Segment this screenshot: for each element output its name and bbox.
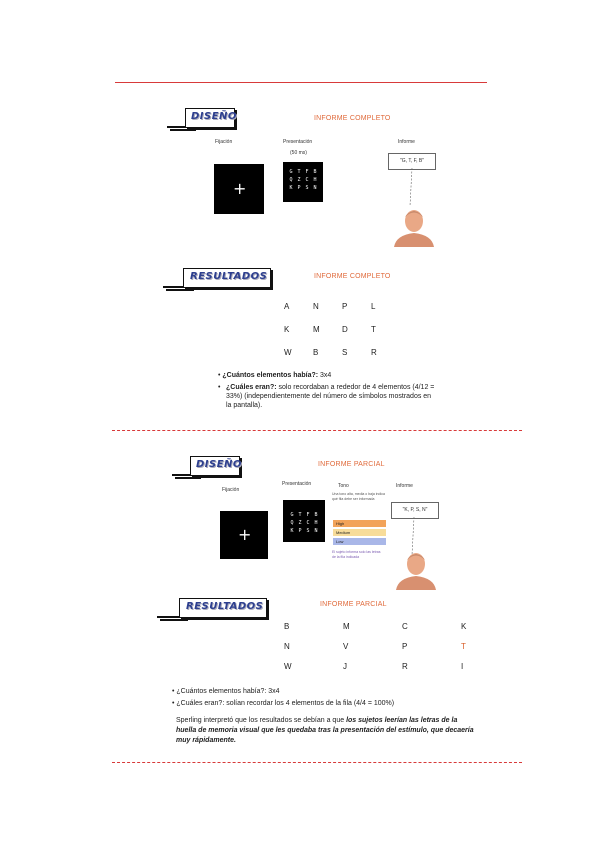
result-letter: K bbox=[461, 622, 467, 631]
result-letter: K bbox=[284, 325, 290, 334]
result-letter: I bbox=[461, 662, 464, 671]
stimulus-screen bbox=[283, 162, 323, 202]
stimulus-letter-grid bbox=[288, 512, 320, 534]
result-letter: A bbox=[284, 302, 290, 311]
tone-note: El sujeto informa solo las letras de la fila indicada bbox=[332, 550, 381, 559]
result-letter: M bbox=[313, 325, 320, 334]
stimulus-letter: S bbox=[305, 185, 309, 191]
person-head-icon bbox=[396, 548, 436, 590]
speech-bubble: "G, T, F, B" bbox=[388, 153, 436, 170]
result-letter: N bbox=[313, 302, 319, 311]
bullet-answer: solían recordar los 4 elementos de la fila (4/4 = 100%) bbox=[224, 700, 395, 707]
stimulus-letter: S bbox=[306, 528, 310, 534]
tone-level-low: Low bbox=[333, 538, 386, 545]
stimulus-letter: P bbox=[298, 528, 302, 534]
speech-bubble: "K, P, S, N" bbox=[391, 502, 439, 519]
presentation-caption: Presentación bbox=[283, 139, 313, 145]
results-bullet-2: • ¿Cuáles eran?: solo recordaban a rededor de 4 elementos (4/12 = 33%) (independientemente del número de símbolos mostrados en la pantalla). bbox=[218, 384, 435, 409]
tone-caption: Tono bbox=[338, 483, 349, 489]
sperling-interpretation bbox=[176, 716, 476, 746]
results-heading: INFORME COMPLETO bbox=[314, 273, 391, 280]
design-badge-text: DISEÑO bbox=[191, 111, 237, 122]
results-bullet-1: • ¿Cuántos elementos había?: 3x4 bbox=[172, 688, 280, 695]
bullet-question: ¿Cuáles eran?: bbox=[226, 384, 277, 391]
paragraph-emphasis: los sujetos leerían las letras de la huella de memoria visual que les quedaba tras la presentación del estímulo, que decaería muy rápidamente. bbox=[176, 717, 474, 744]
stimulus-letter: N bbox=[314, 528, 318, 534]
result-letter: B bbox=[313, 348, 319, 357]
stimulus-letter: Z bbox=[297, 177, 301, 183]
stimulus-letter: C bbox=[305, 177, 309, 183]
stimulus-letter: T bbox=[298, 512, 302, 518]
results-bullet-1: • ¿Cuántos elementos había?: 3x4 bbox=[218, 372, 332, 379]
stimulus-letter: Q bbox=[289, 177, 293, 183]
design-badge-text: DISEÑO bbox=[196, 459, 242, 470]
result-letter: W bbox=[284, 348, 292, 357]
results-badge-text: RESULTADOS bbox=[190, 271, 268, 282]
tone-instruction: Una tono alta, media o baja indica qué fila debe ser informada bbox=[332, 492, 385, 501]
results-bullet-2: • ¿Cuáles eran?: solían recordar los 4 elementos de la fila (4/4 = 100%) bbox=[172, 700, 395, 707]
stimulus-screen bbox=[283, 500, 325, 542]
section-heading: INFORME PARCIAL bbox=[318, 461, 385, 468]
results-letter-table bbox=[284, 302, 394, 362]
result-letter: R bbox=[402, 662, 408, 671]
bullet-answer: solo recordaban a rededor de 4 elementos (4/12 = 33%) (independientemente del número de símbolos mostrados en la pantalla). bbox=[226, 384, 435, 409]
result-letter: M bbox=[343, 622, 350, 631]
result-letter: C bbox=[402, 622, 408, 631]
result-letter: V bbox=[343, 642, 349, 651]
fixation-caption: Fijación bbox=[215, 139, 233, 145]
top-divider bbox=[115, 82, 487, 83]
result-letter: S bbox=[342, 348, 348, 357]
stimulus-letter: B bbox=[313, 169, 317, 175]
results-badge-text: RESULTADOS bbox=[186, 601, 264, 612]
result-letter: D bbox=[342, 325, 348, 334]
result-letter: N bbox=[284, 642, 290, 651]
stimulus-letter: G bbox=[290, 512, 294, 518]
stimulus-letter-grid bbox=[287, 169, 319, 191]
bullet-question: ¿Cuántos elementos había?: bbox=[222, 372, 319, 379]
stimulus-letter: Z bbox=[298, 520, 302, 526]
results-heading: INFORME PARCIAL bbox=[320, 601, 387, 608]
results-letter-table bbox=[284, 622, 474, 674]
section-heading: INFORME COMPLETO bbox=[314, 115, 391, 122]
report-caption: Informe bbox=[398, 139, 415, 145]
fixation-screen bbox=[214, 164, 264, 214]
fixation-caption: Fijación bbox=[222, 487, 240, 493]
fixation-cross: + bbox=[233, 179, 247, 198]
presentation-caption: Presentación bbox=[282, 481, 312, 487]
result-letter: T bbox=[371, 325, 376, 334]
bullet-answer: 3x4 bbox=[266, 688, 280, 695]
bullet-question: ¿Cuáles eran?: bbox=[176, 700, 225, 707]
result-letter: T bbox=[461, 642, 466, 651]
stimulus-letter: Q bbox=[290, 520, 294, 526]
paragraph-plain: Sperling interpretó que los resultados se debían a que bbox=[176, 717, 347, 724]
stimulus-letter: H bbox=[313, 177, 317, 183]
result-letter: L bbox=[371, 302, 376, 311]
bullet-answer: 3x4 bbox=[318, 372, 332, 379]
bottom-divider bbox=[112, 762, 522, 763]
person-head-icon bbox=[394, 205, 434, 247]
result-letter: R bbox=[371, 348, 377, 357]
stimulus-letter: P bbox=[297, 185, 301, 191]
stimulus-letter: K bbox=[290, 528, 294, 534]
stimulus-letter: N bbox=[313, 185, 317, 191]
stimulus-letter: H bbox=[314, 520, 318, 526]
fixation-screen bbox=[220, 511, 268, 559]
stimulus-letter: T bbox=[297, 169, 301, 175]
report-caption: Informe bbox=[396, 483, 413, 489]
stimulus-letter: B bbox=[314, 512, 318, 518]
bullet-question: ¿Cuántos elementos había?: bbox=[176, 688, 267, 695]
stimulus-letter: F bbox=[306, 512, 310, 518]
speech-tail bbox=[404, 168, 418, 208]
duration-caption: (50 ms) bbox=[290, 150, 307, 156]
middle-divider bbox=[112, 430, 522, 431]
result-letter: P bbox=[402, 642, 408, 651]
stimulus-letter: K bbox=[289, 185, 293, 191]
result-letter: J bbox=[343, 662, 347, 671]
stimulus-letter: G bbox=[289, 169, 293, 175]
result-letter: W bbox=[284, 662, 292, 671]
result-letter: P bbox=[342, 302, 348, 311]
result-letter: B bbox=[284, 622, 290, 631]
stimulus-letter: F bbox=[305, 169, 309, 175]
stimulus-letter: C bbox=[306, 520, 310, 526]
tone-level-high: High bbox=[333, 520, 386, 527]
fixation-cross: + bbox=[238, 525, 252, 544]
tone-level-medium: Medium bbox=[333, 529, 386, 536]
